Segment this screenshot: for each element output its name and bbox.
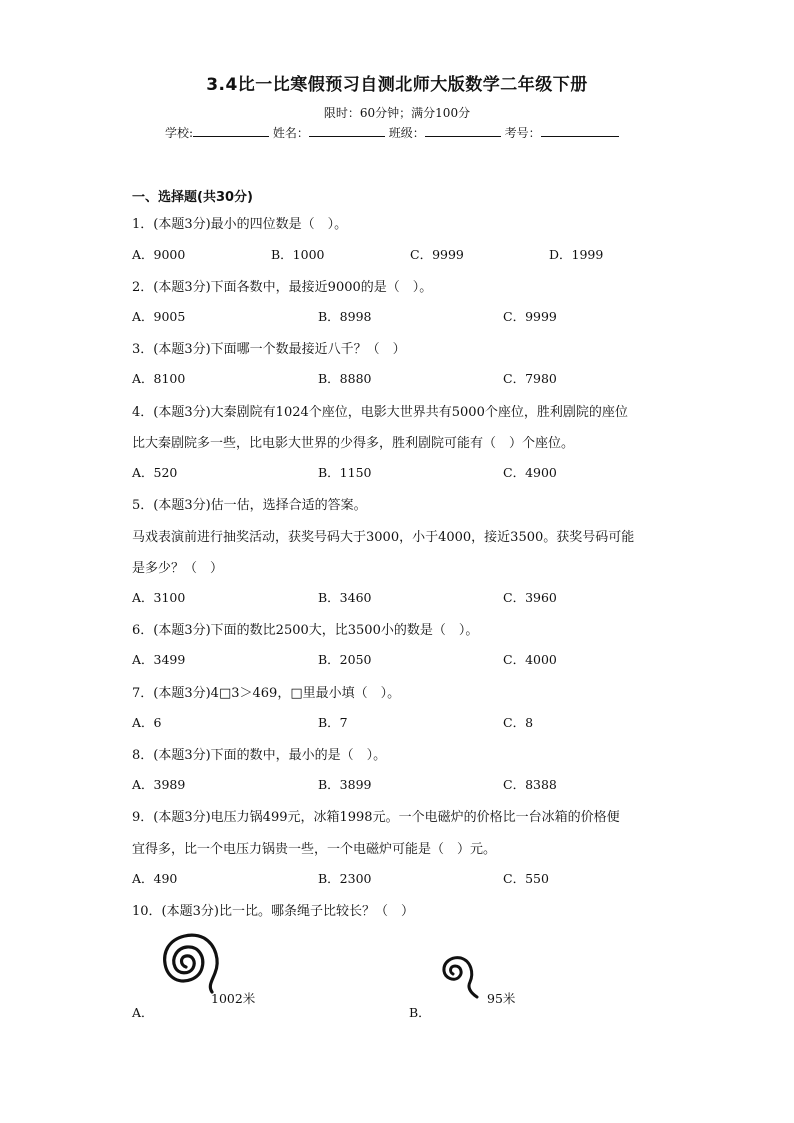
question-10-option-a[interactable]: A．: [132, 1005, 154, 1020]
question-10-option-b[interactable]: B．: [409, 1005, 431, 1020]
question-8-option-c[interactable]: C．8388: [503, 777, 557, 792]
question-3-stem: 3．(本题3分)下面哪一个数最接近八千？（ ）: [132, 342, 406, 357]
question-9-option-a[interactable]: A．490: [132, 871, 178, 886]
question-1-option-a[interactable]: A．9000: [132, 247, 186, 262]
question-1-stem: 1．(本题3分)最小的四位数是（ ）。: [132, 217, 348, 232]
question-1-option-d[interactable]: D．1999: [549, 247, 604, 262]
question-7-option-b[interactable]: B．7: [318, 715, 348, 730]
question-6-stem: 6．(本题3分)下面的数比2500大，比3500小的数是（ ）。: [132, 623, 479, 638]
question-4-option-a[interactable]: A．520: [132, 465, 178, 480]
question-4-option-c[interactable]: C．4900: [503, 465, 557, 480]
question-4-option-b[interactable]: B．1150: [318, 465, 372, 480]
spiral-rope-icon: [428, 944, 490, 1002]
question-10-stem: 10．(本题3分)比一比。哪条绳子比较长？（ ）: [132, 904, 414, 919]
question-2-stem: 2．(本题3分)下面各数中，最接近9000的是（ ）。: [132, 280, 433, 295]
name-blank[interactable]: [309, 124, 385, 137]
question-9-stem-line-1: 9．(本题3分)电压力锅499元，冰箱1998元。一个电磁炉的价格比一台冰箱的价格便: [132, 810, 620, 825]
question-3-option-b[interactable]: B．8880: [318, 371, 372, 386]
question-3-option-c[interactable]: C．7980: [503, 371, 557, 386]
question-9-option-b[interactable]: B．2300: [318, 871, 372, 886]
question-9-stem-line-2: 宜得多，比一个电压力锅贵一些，一个电磁炉可能是（ ）元。: [132, 842, 497, 857]
question-5-stem-line-1: 5．(本题3分)估一估，选择合适的答案。: [132, 498, 367, 513]
student-info-row: [165, 124, 619, 141]
question-4-stem-line-2: 比大秦剧院多一些，比电影大世界的少得多，胜利剧院可能有（ ）个座位。: [132, 436, 575, 451]
question-6-option-b[interactable]: B．2050: [318, 652, 372, 667]
question-3-option-a[interactable]: A．8100: [132, 371, 186, 386]
question-6-option-a[interactable]: A．3499: [132, 652, 186, 667]
question-4-stem-line-1: 4．(本题3分)大秦剧院有1024个座位，电影大世界共有5000个座位，胜利剧院的座位: [132, 405, 628, 420]
rope-b-length: 95米: [487, 991, 516, 1006]
question-8-option-b[interactable]: B．3899: [318, 777, 372, 792]
section-heading: 一、选择题(共30分): [132, 190, 253, 205]
question-2-option-b[interactable]: B．8998: [318, 309, 372, 324]
question-7-stem: 7．(本题3分)4□3＞469，□里最小填（ ）。: [132, 686, 401, 701]
exam-number-blank[interactable]: [541, 124, 619, 137]
question-8-option-a[interactable]: A．3989: [132, 777, 186, 792]
question-5-option-c[interactable]: C．3960: [503, 590, 557, 605]
question-5-option-b[interactable]: B．3460: [318, 590, 372, 605]
question-7-option-a[interactable]: A．6: [132, 715, 162, 730]
question-2-option-a[interactable]: A．9005: [132, 309, 186, 324]
question-9-option-c[interactable]: C．550: [503, 871, 549, 886]
school-blank[interactable]: [193, 124, 269, 137]
class-label: 班级：: [388, 126, 425, 140]
question-5-stem-line-2: 马戏表演前进行抽奖活动，获奖号码大于3000，小于4000，接近3500。获奖号码可能: [132, 530, 635, 545]
time-limit: 限时：60分钟；满分100分: [323, 106, 471, 120]
question-1-option-c[interactable]: C．9999: [410, 247, 464, 262]
question-5-stem-line-3: 是多少？（ ）: [132, 561, 224, 576]
rope-a-length: 1002米: [211, 991, 256, 1006]
question-7-option-c[interactable]: C．8: [503, 715, 534, 730]
question-8-stem: 8．(本题3分)下面的数中，最小的是（ ）。: [132, 748, 387, 763]
question-1-option-b[interactable]: B．1000: [271, 247, 325, 262]
question-6-option-c[interactable]: C．4000: [503, 652, 557, 667]
school-label: 学校:: [165, 126, 194, 140]
exam-number-label: 考号：: [504, 126, 541, 140]
page-title: 3.4比一比寒假预习自测北师大版数学二年级下册: [206, 75, 588, 95]
class-blank[interactable]: [425, 124, 501, 137]
name-label: 姓名：: [272, 126, 309, 140]
question-2-option-c[interactable]: C．9999: [503, 309, 557, 324]
question-5-option-a[interactable]: A．3100: [132, 590, 186, 605]
